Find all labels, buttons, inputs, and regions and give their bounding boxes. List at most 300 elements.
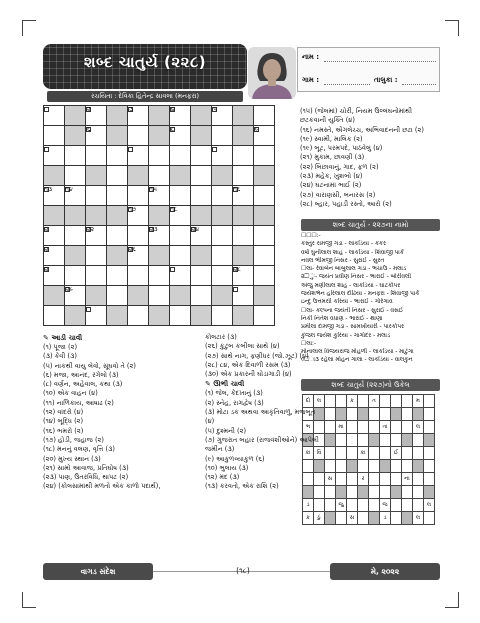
- grid-cell[interactable]: [233, 286, 254, 306]
- page-number: (૧૮): [236, 566, 250, 575]
- taluka-field[interactable]: [402, 84, 436, 85]
- village-field[interactable]: [324, 84, 370, 85]
- grid-cell[interactable]: [254, 106, 275, 126]
- clue-number: ૬: [87, 126, 91, 133]
- grid-cell[interactable]: [128, 106, 149, 126]
- solution-cell: ત: [369, 395, 380, 408]
- solution-cell: [369, 486, 380, 499]
- clue-item: (૨) સ્નેહ, રાગદ્વેષ (૩): [205, 398, 264, 407]
- grid-block-cell: [212, 166, 233, 186]
- grid-cell[interactable]: [254, 226, 275, 246]
- checkbox-square-icon: [212, 147, 217, 152]
- grid-cell[interactable]: [65, 146, 86, 166]
- grid-cell[interactable]: [212, 186, 233, 206]
- grid-cell[interactable]: [86, 226, 107, 246]
- grid-cell[interactable]: [170, 146, 191, 166]
- clue-number: ૧૩: [45, 186, 52, 193]
- grid-block-cell: [170, 166, 191, 186]
- grid-cell[interactable]: [170, 306, 191, 326]
- grid-cell[interactable]: [128, 146, 149, 166]
- across-title-text: આડી ચાવી: [51, 334, 83, 342]
- solution-cell: [347, 473, 358, 486]
- down-title-text: ઊભી ચાવી: [213, 380, 245, 389]
- grid-block-cell: [107, 306, 128, 326]
- solution-block-cell: [413, 408, 424, 421]
- solution-cell: [424, 512, 435, 525]
- clue-item: (૭) ગુજરાત બહાર (રાજવંશીઓને) આપેલી: [205, 435, 319, 444]
- solution-cell: [413, 499, 424, 512]
- clue-item: (૧૯) સ્વામી, માલિક (૨): [300, 134, 363, 143]
- clue-item: (૨૮) ૮૪, એક દિવાળી રસમ (૩): [205, 360, 291, 369]
- grid-cell[interactable]: [233, 186, 254, 206]
- grid-block-cell: [170, 286, 191, 306]
- grid-block-cell: [44, 206, 65, 226]
- solution-cell: [358, 434, 369, 447]
- grid-cell[interactable]: [170, 106, 191, 126]
- grid-cell[interactable]: [170, 226, 191, 246]
- solution-cell: લ: [413, 421, 424, 434]
- clue-item: (૨૧) મુકામ, છાવણી (૩): [300, 153, 365, 162]
- solution-cell: [424, 447, 435, 460]
- solution-cell: સ: [325, 473, 336, 486]
- grid-block-cell: [65, 246, 86, 266]
- clue-number: ૨૩: [150, 226, 158, 233]
- solution-cell: [380, 434, 391, 447]
- grid-block-cell: [191, 306, 212, 326]
- solution-cell: [380, 486, 391, 499]
- clue-item: (૧) જેલ, કેદખાનું (૩): [205, 389, 263, 398]
- puzzle-header: [43, 44, 440, 101]
- solution-cell: [347, 408, 358, 421]
- solution-cell: કા: [358, 447, 369, 460]
- clue-number: ૫: [213, 106, 217, 113]
- crop-mark: [22, 592, 23, 608]
- grid-block-cell: [107, 126, 128, 146]
- solution-cell: [391, 512, 402, 525]
- grid-cell[interactable]: [191, 266, 212, 286]
- answer-line: અંજુ મણીલાલ શાહ - લાકડિયા - ઘાટકોપર: [301, 282, 401, 289]
- clue-number: ૪: [171, 106, 175, 113]
- solution-cell: [347, 499, 358, 512]
- grid-cell[interactable]: [128, 126, 149, 146]
- magazine-name: વાગડ સંદેશ: [43, 563, 153, 580]
- clue-item: (૧૮) મનનું વલણ, વૃત્તિ (૩): [43, 445, 115, 454]
- clue-item: (૩૦) એક પ્રકારની ઘોડાગાડી (૪): [205, 370, 292, 379]
- grid-block-cell: [149, 106, 170, 126]
- grid-cell[interactable]: [44, 186, 65, 206]
- checkbox-square-icon: [86, 307, 91, 312]
- grid-cell[interactable]: [191, 286, 212, 306]
- solution-cell: ક: [303, 512, 314, 525]
- grid-block-cell: [65, 106, 86, 126]
- author-photo: [248, 47, 296, 99]
- crop-mark: [22, 20, 23, 36]
- clue-item: (૩) મોટા ડક અથવા આકૃતિવાળું, મજબૂત: [205, 408, 316, 417]
- grid-cell[interactable]: [107, 146, 128, 166]
- grid-block-cell: [212, 286, 233, 306]
- grid-cell[interactable]: [65, 286, 86, 306]
- solution-cell: વિ: [314, 447, 325, 460]
- solution-block-cell: [402, 512, 413, 525]
- solution-block-cell: [358, 408, 369, 421]
- answer-line: નિકી નિતેશ વધાણ - ભારાઈ - થાણા: [301, 315, 383, 322]
- across-title: ✎ આડી ચાવી: [43, 334, 83, 342]
- answer-line: નવલ ભીમજી નિસર - સુરાઈ - સુરત: [301, 257, 385, 264]
- solution-cell: [424, 421, 435, 434]
- solution-cell: મા: [336, 421, 347, 434]
- solution-cell: [358, 421, 369, 434]
- grid-cell[interactable]: [254, 246, 275, 266]
- grid-cell[interactable]: [254, 126, 275, 146]
- clue-item: (૧૨) વાંદરો (૪): [43, 408, 84, 417]
- grid-block-cell: [65, 306, 86, 326]
- clue-item: જમીન (૩): [205, 445, 235, 454]
- crop-mark: [22, 607, 36, 608]
- solution-cell: ડ: [380, 512, 391, 525]
- checkbox-square-icon: [233, 287, 238, 292]
- solution-block-cell: [325, 512, 336, 525]
- grid-cell[interactable]: [107, 286, 128, 306]
- checkbox-square-icon: [128, 147, 133, 152]
- solution-cell: સ: [347, 512, 358, 525]
- clue-item: (૨૪) (કોલસામાંથી મળતો એક કાળો પદાર્થ),: [43, 482, 161, 491]
- clue-number: ૨૨: [87, 226, 95, 233]
- solution-cell: [380, 395, 391, 408]
- clue-item: (૧) પૂજા (૨): [43, 343, 78, 351]
- clues-right-column: [300, 107, 440, 209]
- grid-cell[interactable]: [86, 146, 107, 166]
- grid-cell[interactable]: [212, 246, 233, 266]
- grid-cell[interactable]: [128, 266, 149, 286]
- solution-cell: [358, 460, 369, 473]
- solution-cell: [314, 499, 325, 512]
- grid-cell[interactable]: [149, 226, 170, 246]
- grid-cell[interactable]: [149, 166, 170, 186]
- solution-cell: [391, 434, 402, 447]
- grid-cell[interactable]: [86, 126, 107, 146]
- grid-cell[interactable]: [65, 166, 86, 186]
- grid-cell[interactable]: [212, 266, 233, 286]
- answer-line: જયેશભેન હરિલાલ દોઢિયા - મનફરા - શિવાજી પાર્ક: [301, 291, 420, 298]
- puzzle-title: શબ્દ ચાતુર્ય (૨૨૮): [83, 53, 207, 71]
- clue-item: કોલટાર (૩): [205, 333, 237, 341]
- grid-block-cell: [107, 206, 128, 226]
- grid-cell[interactable]: [191, 166, 212, 186]
- clue-number: ૧૪: [66, 186, 73, 193]
- answer-line: ૨☐ુંઃ- જયંત પ્રવીણ નિસર - ભારાઈ - બોરીવલી: [301, 274, 412, 281]
- solution-cell: [369, 408, 380, 421]
- clue-item: (૧૦) ભુલાય (૩): [205, 463, 249, 472]
- solution-cell: [347, 421, 358, 434]
- grid-cell[interactable]: [212, 106, 233, 126]
- clue-item: (૪): [205, 417, 215, 426]
- solution-block-cell: [358, 486, 369, 499]
- checkbox-square-icon: [44, 147, 49, 152]
- solution-block-cell: [391, 486, 402, 499]
- crop-mark: [22, 20, 36, 21]
- solution-cell: [402, 421, 413, 434]
- grid-cell[interactable]: [86, 246, 107, 266]
- solution-cell: [413, 486, 424, 499]
- grid-cell[interactable]: [149, 146, 170, 166]
- grid-cell[interactable]: [128, 206, 149, 226]
- solution-cell: [402, 499, 413, 512]
- solution-cell: [413, 434, 424, 447]
- grid-block-cell: [128, 286, 149, 306]
- clue-item: (૧૪) બૂદ્ધિ (૨): [43, 417, 84, 426]
- solution-cell: ક: [347, 395, 358, 408]
- clue-number: ૯: [255, 126, 259, 133]
- solution-cell: [347, 447, 358, 460]
- grid-cell[interactable]: [44, 246, 65, 266]
- answer-line: ☐લા- રેવાબેન બાબુલાલ ગડા - ભચાઉ - મલાડ: [301, 266, 407, 273]
- grid-cell[interactable]: [233, 166, 254, 186]
- answer-line: પ્રમીલા દામજી ગડા - સામખીયારી - પારકોપર: [301, 324, 404, 331]
- grid-block-cell: [233, 106, 254, 126]
- down-clues: [205, 333, 345, 492]
- grid-cell[interactable]: [44, 146, 65, 166]
- grid-cell[interactable]: [233, 266, 254, 286]
- grid-cell[interactable]: [65, 266, 86, 286]
- grid-cell[interactable]: [170, 186, 191, 206]
- taluka-label: તાલુકા :: [374, 76, 398, 84]
- grid-cell[interactable]: [44, 106, 65, 126]
- grid-cell[interactable]: [128, 246, 149, 266]
- solution-cell: [424, 460, 435, 473]
- grid-cell[interactable]: [212, 146, 233, 166]
- grid-block-cell: [107, 106, 128, 126]
- solution-cell: લ: [424, 499, 435, 512]
- clue-number: ૨૬: [129, 246, 136, 253]
- clue-item: (૧૬) ભમરો (૨): [43, 426, 84, 435]
- clue-number: ૮: [171, 126, 175, 133]
- solution-cell: [369, 473, 380, 486]
- crop-mark: [445, 607, 459, 608]
- grid-cell[interactable]: [254, 266, 275, 286]
- clue-item: (૨૭) વારાણસી, બનારસ (૨): [300, 190, 376, 199]
- grid-block-cell: [149, 306, 170, 326]
- grid-cell[interactable]: [86, 186, 107, 206]
- grid-cell[interactable]: [44, 306, 65, 326]
- clue-item: (૨૦) મુખ્ય સ્થાન (૩): [43, 454, 101, 463]
- solution-cell: [413, 473, 424, 486]
- clue-number: ૨૮: [234, 266, 241, 273]
- grid-cell[interactable]: [44, 266, 65, 286]
- solution-cell: [391, 460, 402, 473]
- grid-cell[interactable]: [170, 266, 191, 286]
- clue-item: (૨૧) સામો આવાજ, પ્રતિઘોષ (૩): [43, 463, 129, 472]
- answer-line: કસ્તુર રામજી ગડા - લાકડિયા - કકર: [301, 241, 386, 248]
- clue-item: (૫) નાકથી વાયુ લેવો, સૂંઘવો તે (૨): [43, 361, 136, 370]
- grid-cell[interactable]: [107, 226, 128, 246]
- answer-line: ૦☐ા૩ રહેલા મોહન ગાલા - લાકડિયા - વાલકુન: [301, 357, 413, 364]
- solution-cell: [380, 447, 391, 460]
- solution-cell: [380, 473, 391, 486]
- clue-item: (૨૩) મહેક, ખુશબો (૪): [300, 172, 363, 181]
- solution-block-cell: [380, 460, 391, 473]
- grid-cell[interactable]: [44, 126, 65, 146]
- solution-block-cell: [424, 486, 435, 499]
- solution-cell: [358, 499, 369, 512]
- grid-cell[interactable]: [86, 266, 107, 286]
- solution-cell: [424, 473, 435, 486]
- clue-item: (૧૯) બૂટ, પરમપદે, પાઠવેલું (૪): [300, 144, 383, 153]
- grid-block-cell: [254, 166, 275, 186]
- grid-cell[interactable]: [170, 126, 191, 146]
- grid-cell[interactable]: [212, 126, 233, 146]
- clue-item: (૮) વર્ણન, અહેવાલ, કથા (૩): [43, 380, 123, 389]
- grid-cell[interactable]: [212, 226, 233, 246]
- grid-block-cell: [44, 166, 65, 186]
- checkbox-square-icon: [44, 107, 49, 112]
- clue-number: ૧૬: [234, 186, 241, 193]
- grid-cell[interactable]: [191, 226, 212, 246]
- solution-cell: લ: [314, 395, 325, 408]
- grid-block-cell: [149, 246, 170, 266]
- clue-number: ૧૫: [150, 186, 157, 193]
- clue-item: (૧૬) નમસ્તે, એંગલેચ્ચ, અભિવાદનની છટા (૨): [300, 125, 424, 134]
- grid-cell[interactable]: [128, 186, 149, 206]
- clue-number: ૨૪: [192, 226, 200, 233]
- grid-block-cell: [191, 126, 212, 146]
- solution-cell: [347, 434, 358, 447]
- solution-block-cell: [347, 460, 358, 473]
- clue-item: (૫) દુશ્મની (૨): [205, 426, 247, 435]
- grid-block-cell: [254, 206, 275, 226]
- grid-cell[interactable]: [107, 266, 128, 286]
- solution-cell: ડ: [303, 499, 314, 512]
- grid-cell[interactable]: [149, 266, 170, 286]
- grid-block-cell: [86, 166, 107, 186]
- grid-cell[interactable]: [149, 186, 170, 206]
- answer-line: કુંજલ જયેશ કુરિયા - ગાગોદર - મલાડ: [301, 332, 391, 339]
- grid-cell[interactable]: [191, 146, 212, 166]
- solution-cell: [424, 395, 435, 408]
- solution-block-cell: [369, 434, 380, 447]
- clue-item: (૨૩) પાણ, ઉતરવિધિ, થાપટ (૨): [43, 473, 129, 482]
- grid-block-cell: [65, 126, 86, 146]
- answer-line: ઇન્દુ ઉત્તમરાી કરિયા - ભારાઈ - ગોરેગાવ: [301, 299, 393, 306]
- solution-cell: [369, 499, 380, 512]
- crop-mark: [445, 20, 459, 21]
- solution-cell: [424, 408, 435, 421]
- solution-cell: [358, 512, 369, 525]
- grid-cell[interactable]: [65, 226, 86, 246]
- clue-number: ૧૭: [129, 206, 137, 213]
- solution-cell: મ: [413, 395, 424, 408]
- solution-cell: [391, 395, 402, 408]
- clue-number: ૩: [129, 106, 133, 113]
- grid-cell[interactable]: [170, 246, 191, 266]
- grid-block-cell: [149, 206, 170, 226]
- solution-cell: ભ: [303, 421, 314, 434]
- solution-cell: [402, 460, 413, 473]
- down-title: ✎ ઊભી ચાવી: [205, 380, 245, 389]
- clue-item: (૧૫) (જેલમાં) ચોરી, નિયમ ઉલ્લંઘનોમાંથી: [300, 107, 412, 115]
- answers-title: શબ્દ ચાતુર્ય - ૨૨૭ના નામો: [301, 219, 440, 231]
- grid-cell[interactable]: [86, 106, 107, 126]
- grid-block-cell: [65, 206, 86, 226]
- name-label: નામ :: [302, 53, 320, 61]
- solution-cell: [336, 512, 347, 525]
- clue-item: (૯) આકુળવ્યાકુળ (૬): [205, 454, 265, 463]
- grid-cell[interactable]: [233, 226, 254, 246]
- grid-cell[interactable]: [254, 146, 275, 166]
- crossword-grid-area: [43, 105, 296, 331]
- solution-cell: લ: [413, 512, 424, 525]
- solution-cell: [402, 408, 413, 421]
- grid-cell[interactable]: [149, 286, 170, 306]
- grid-cell[interactable]: [65, 186, 86, 206]
- across-clues: [43, 333, 203, 492]
- clue-item: (૨૬) કુટુંબ કબીલા સાથે (૪): [205, 342, 280, 351]
- solution-cell: [402, 395, 413, 408]
- grid-block-cell: [233, 246, 254, 266]
- solution-cell: [391, 421, 402, 434]
- solution-cell: [391, 473, 402, 486]
- village-label: ગામ :: [302, 76, 320, 84]
- clue-number: ૧૮: [171, 206, 178, 213]
- checkbox-square-icon: [170, 267, 175, 272]
- grid-cell[interactable]: [170, 206, 191, 226]
- clue-item: છટકવાની યુક્તિ (૪): [300, 116, 355, 125]
- answer-line: ☐લા- કલ્પના જયંતી નિસર - સુરાઈ - વસઈ: [301, 307, 404, 314]
- title-banner: [43, 44, 247, 89]
- grid-cell[interactable]: [191, 186, 212, 206]
- clue-item: (૩) કેવી (૩): [43, 352, 77, 361]
- grid-cell[interactable]: [128, 226, 149, 246]
- grid-cell[interactable]: [107, 186, 128, 206]
- clue-number: ૨: [87, 106, 91, 113]
- crop-mark: [458, 20, 459, 36]
- solution-cell: જુ: [336, 499, 347, 512]
- crossword-grid: [43, 105, 275, 326]
- answer-line: વર્ષા ઘુનીલાલ શાહ - લાકડિયા - શિવાજી પાર્ક: [301, 249, 404, 256]
- solution-cell: [413, 447, 424, 460]
- solution-cell: ઠું: [314, 512, 325, 525]
- clue-item: (૧૭) હોડી, જહાજ (૨): [43, 435, 104, 444]
- solution-cell: જ: [380, 499, 391, 512]
- solution-cell: [358, 395, 369, 408]
- grid-cell[interactable]: [107, 166, 128, 186]
- magazine-page: [43, 44, 440, 584]
- solution-cell: દો: [303, 395, 314, 408]
- clue-number: ૨: [45, 226, 49, 233]
- answer-line: ☐☐☐:-: [301, 233, 321, 239]
- grid-block-cell: [191, 106, 212, 126]
- crop-mark: [458, 592, 459, 608]
- solution-cell: [369, 447, 380, 460]
- grid-cell[interactable]: [233, 146, 254, 166]
- grid-cell[interactable]: [254, 306, 275, 326]
- grid-block-cell: [254, 286, 275, 306]
- grid-cell[interactable]: [44, 226, 65, 246]
- solution-cell: [391, 499, 402, 512]
- grid-cell[interactable]: [212, 306, 233, 326]
- grid-cell[interactable]: [128, 306, 149, 326]
- clue-number: ૨૯: [66, 286, 74, 293]
- name-field[interactable]: [324, 61, 436, 62]
- solution-cell: [380, 408, 391, 421]
- grid-cell[interactable]: [254, 186, 275, 206]
- page-footer: [43, 563, 440, 581]
- solution-cell: ના: [402, 473, 413, 486]
- grid-block-cell: [191, 246, 212, 266]
- grid-cell[interactable]: [86, 306, 107, 326]
- grid-block-cell: [44, 286, 65, 306]
- clue-item: (૧૩) કરવતો, એક રાશિ (૨): [205, 482, 279, 491]
- grid-block-cell: [233, 206, 254, 226]
